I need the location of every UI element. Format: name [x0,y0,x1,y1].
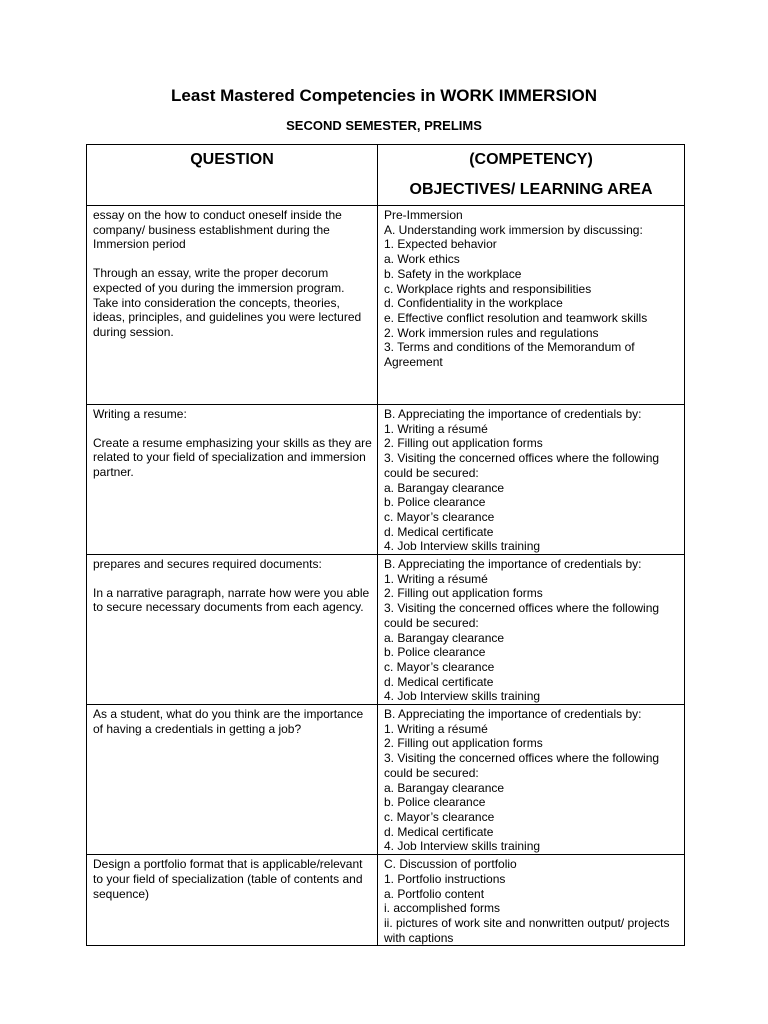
question-cell [87,705,378,855]
competency-line: c. Mayor’s clearance [384,509,495,524]
question-cell [87,206,378,405]
competency-line: 2. Work immersion rules and regulations [384,325,599,340]
competency-line: 4. Job Interview skills training [384,689,541,704]
competency-line: 1. Expected behavior [384,237,497,252]
table-header-row [87,145,685,206]
competency-line: a. Barangay clearance [384,480,505,495]
question-text: essay on the how to conduct oneself inside the company/ business establishment during the Immersion period [93,208,342,252]
competency-line: 1. Portfolio instructions [384,871,506,886]
competency-line: c. Workplace rights and responsibilities [384,281,592,296]
competency-cell [378,705,685,855]
competency-column-header [378,145,685,206]
page-title: Least Mastered Competencies in WORK IMMERSION [170,86,598,105]
question-cell [87,855,378,946]
competency-line: c. Mayor’s clearance [384,809,495,824]
competency-line: d. Medical certificate [384,674,494,689]
question-text: Writing a resume: [93,407,187,421]
competency-line: B. Appreciating the importance of credentials by: [384,557,642,572]
competency-line: 3. Visiting the concerned offices where the following could be secured: [384,751,660,780]
question-text: Through an essay, write the proper decorum expected of you during the immersion program. Take into consideration the concepts, theories, ideas, principles, and guidelines you were lectured during session. [93,266,362,339]
question-column-header [87,145,378,206]
table-row [87,405,685,555]
competency-cell [378,206,685,405]
competency-line: 3. Visiting the concerned offices where the following could be secured: [384,601,660,630]
competency-line: i. accomplished forms [384,901,501,916]
competency-line: Pre-Immersion [384,208,463,222]
competency-line: a. Portfolio content [384,886,485,901]
competency-line: b. Police clearance [384,645,486,660]
competency-line: a. Work ethics [384,252,460,267]
competency-line: 3. Terms and conditions of the Memorandum of Agreement [384,340,635,370]
competency-line: 4. Job Interview skills training [384,839,541,854]
table-row [87,206,685,405]
competency-line: 1. Writing a résumé [384,721,488,736]
question-text: Design a portfolio format that is applicable/relevant to your field of specialization (table of contents and sequence) [93,857,363,901]
competency-line: B. Appreciating the importance of credentials by: [384,707,642,722]
competency-line: B. Appreciating the importance of credentials by: [384,407,642,421]
competency-line: d. Medical certificate [384,824,494,839]
competency-line: 2. Filling out application forms [384,436,543,451]
competency-line: e. Effective conflict resolution and teamwork skills [384,310,648,325]
competency-line: 4. Job Interview skills training [384,539,541,554]
question-cell [87,555,378,705]
competency-line: 2. Filling out application forms [384,736,543,751]
competency-line: 3. Visiting the concerned offices where the following could be secured: [384,451,660,480]
competency-line: d. Medical certificate [384,524,494,539]
competency-line: d. Confidentiality in the workplace [384,296,563,311]
competency-line: A. Understanding work immersion by discussing: [384,222,643,237]
table-row [87,705,685,855]
competency-cell [378,405,685,555]
competency-line: b. Police clearance [384,795,486,810]
question-text: prepares and secures required documents: [93,557,322,572]
competency-line: ii. pictures of work site and nonwritten output/ projects with captions [384,915,670,945]
table-row [87,555,685,705]
page-subtitle: SECOND SEMESTER, PRELIMS [286,118,482,133]
competency-line: C. Discussion of portfolio [384,857,517,872]
question-text: As a student, what do you think are the importance of having a credentials in getting a job? [93,707,364,736]
competency-table [86,144,685,946]
competency-header-label: (COMPETENCY) [469,151,593,168]
question-text: In a narrative paragraph, narrate how were you able to secure necessary documents from each agency. [93,585,370,615]
competency-line: 2. Filling out application forms [384,586,543,601]
question-header-label: QUESTION [190,151,274,168]
competency-line: b. Safety in the workplace [384,266,522,281]
table-row [87,855,685,946]
competency-line: a. Barangay clearance [384,630,505,645]
competency-line: a. Barangay clearance [384,780,505,795]
competency-cell [378,855,685,946]
question-text: Create a resume emphasizing your skills as they are related to your field of specialization and immersion partner. [93,435,372,480]
competency-cell [378,555,685,705]
competency-line: 1. Writing a résumé [384,421,488,436]
competency-line: c. Mayor’s clearance [384,659,495,674]
competency-line: 1. Writing a résumé [384,571,488,586]
objectives-header-label: OBJECTIVES/ LEARNING AREA [409,181,653,198]
competency-line: b. Police clearance [384,495,486,510]
question-cell [87,405,378,555]
